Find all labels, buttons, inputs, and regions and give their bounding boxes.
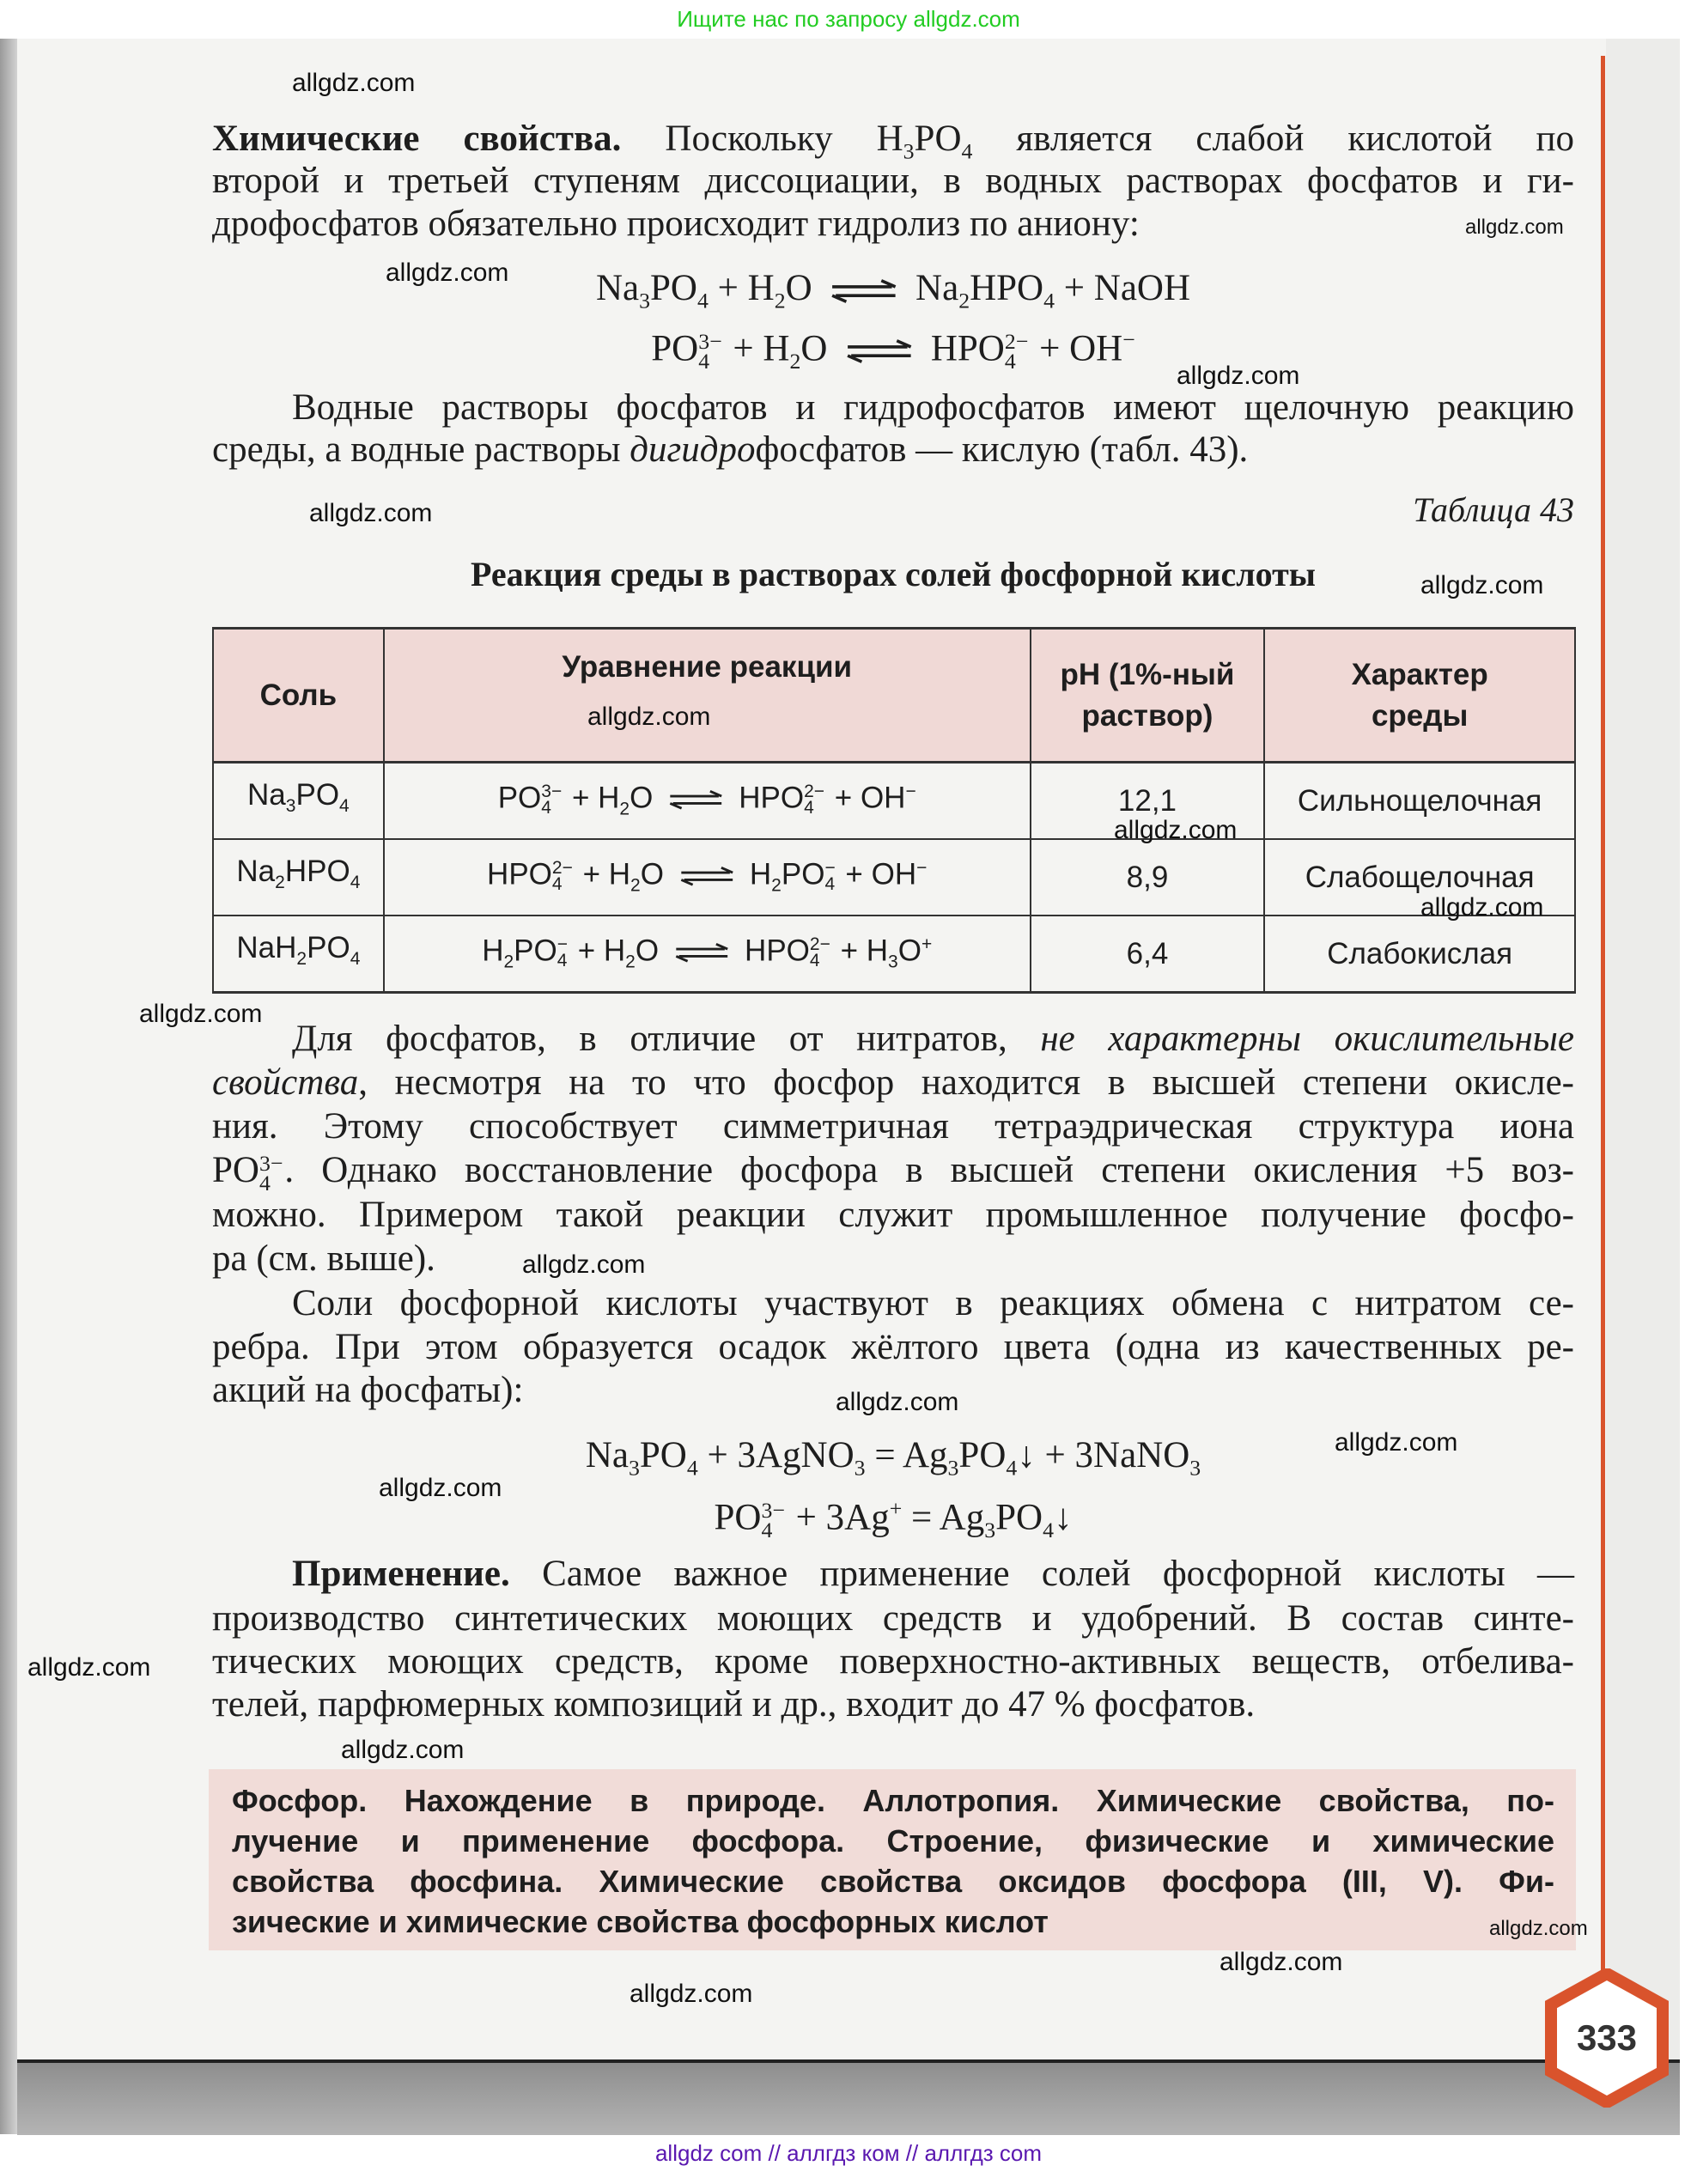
watermark: allgdz.com (1420, 893, 1544, 922)
table-header-row (213, 629, 1575, 763)
paragraph-line: акций на фосфаты): (212, 1370, 524, 1410)
table-row (213, 839, 1575, 916)
paragraph-line: PO 3− 4 . Однако восстановление фосфора в высшей степени окисления +5 воз- (212, 1150, 1574, 1196)
paragraph-line: ния. Этому способствует симметричная тетраэдрическая структура иона (212, 1106, 1574, 1147)
watermark: allgdz.com (1114, 816, 1238, 844)
header-character: Характер среды (1264, 629, 1575, 763)
watermark: allgdz.com (341, 1736, 465, 1764)
cell-equation: $H_2PO$ − 4 + $H_2O$ HPO 2− 4 + $H_3O^+$ (384, 916, 1031, 993)
paragraph-line: производство синтетических моющих средств и удобрений. В состав синте- (212, 1598, 1574, 1639)
paragraph-line: ра (см. выше). (212, 1238, 435, 1279)
cell-salt: $Na_3PO_4$ (213, 763, 384, 840)
watermark: allgdz.com (1489, 1917, 1588, 1940)
cell-ph: 6,4 (1031, 916, 1265, 993)
watermark: allgdz.com (139, 1000, 263, 1028)
paragraph-line: свойства, несмотря на то что фосфор находится в высшей степени окисле- (212, 1062, 1574, 1103)
table-title: Реакция среды в растворах солей фосфорной кислоты (471, 555, 1316, 593)
footer-watermark: allgdz com // аллгдз ком // аллгдз com (654, 2140, 1043, 2166)
page-number-badge (1542, 1968, 1671, 2108)
cell-character: Сильнощелочная (1264, 763, 1575, 840)
watermark: allgdz.com (292, 69, 416, 97)
watermark: allgdz.com (379, 1474, 502, 1502)
summary-line: свойства фосфина. Химические свойства оксидов фосфора (III, V). Фи- (232, 1864, 1554, 1899)
watermark: allgdz.com (1465, 216, 1564, 239)
paragraph-line: Водные растворы фосфатов и гидрофосфатов имеют щелочную реакцию (292, 387, 1574, 428)
equilibrium-arrow-icon (678, 866, 736, 887)
watermark: allgdz.com (1220, 1948, 1343, 1976)
header-ph: pH (1%-ный раствор) (1031, 629, 1265, 763)
paragraph-line: Соли фосфорной кислоты участвуют в реакциях обмена с нитратом се- (292, 1283, 1574, 1323)
summary-line: лучение и применение фосфора. Строение, физические и химические (232, 1823, 1554, 1859)
cell-character: Слабокислая (1264, 916, 1575, 993)
watermark: allgdz.com (836, 1388, 959, 1416)
cell-character: Слабощелочная (1264, 839, 1575, 916)
salts-table (212, 627, 1576, 994)
equilibrium-arrow-icon (673, 942, 731, 964)
watermark: allgdz.com (386, 259, 509, 287)
equilibrium-arrow-icon (667, 789, 725, 811)
paragraph-line: тических моющих средств, кроме поверхностно-активных веществ, отбелива- (212, 1641, 1574, 1682)
equation: PO 3− 4 + $H_2O$ HPO 2− 4 + OH− (651, 327, 1135, 374)
cell-salt: $Na_2HPO_4$ (213, 839, 384, 916)
watermark: allgdz.com (27, 1653, 151, 1682)
equation: $Na_3PO_4$ + 3AgNO$_3$ = $Ag_3PO_4↓$ + 3NaNO$_3$ (585, 1435, 1201, 1481)
cell-ph: 8,9 (1031, 839, 1265, 916)
paragraph-line: Для фосфатов, в отличие от нитратов, не характерны окислительные (292, 1019, 1574, 1059)
equilibrium-arrow-icon (844, 338, 915, 364)
watermark: allgdz.com (522, 1250, 646, 1279)
page-edge (0, 39, 19, 2134)
page-margin (1606, 39, 1680, 2061)
margin-rule (1601, 56, 1605, 1980)
top-banner: Ищите нас по запросу allgdz.com (677, 6, 1020, 32)
paragraph-line: можно. Примером такой реакции служит промышленное получение фосфо- (212, 1195, 1574, 1235)
paragraph-line: среды, а водные растворы дигидрофосфатов — кислую (табл. 43). (212, 429, 1249, 470)
paragraph-line: Применение. Самое важное применение солей фосфорной кислоты — (292, 1554, 1574, 1594)
watermark: allgdz.com (587, 703, 711, 731)
watermark: allgdz.com (630, 1980, 753, 2008)
table-row (213, 763, 1575, 840)
summary-line: зические и химические свойства фосфорных кислот (232, 1904, 1049, 1939)
header-equation: Уравнение реакции (384, 629, 1031, 763)
paragraph-line: дрофосфатов обязательно происходит гидролиз по аниону: (212, 204, 1140, 244)
watermark: allgdz.com (1420, 571, 1544, 599)
header-salt: Соль (213, 629, 384, 763)
paragraph-line: Химические свойства. Поскольку $H_3PO_4$ является слабой кислотой по (212, 119, 1574, 164)
summary-line: Фосфор. Нахождение в природе. Аллотропия. Химические свойства, по- (232, 1783, 1554, 1818)
paragraph-line: второй и третьей ступеням диссоциации, в водных растворах фосфатов и ги- (212, 161, 1574, 201)
cell-ph: 12,1 (1031, 763, 1265, 840)
watermark: allgdz.com (1335, 1428, 1458, 1457)
watermark: allgdz.com (1177, 362, 1300, 390)
page-bottom-band (17, 2059, 1680, 2135)
page-number: 333 (1576, 2017, 1638, 2058)
table-row (213, 916, 1575, 993)
table-caption: Таблица 43 (1413, 490, 1574, 529)
equation: $Na_3PO_4 + H_2O$ $Na_2HPO_4$ + NaOH (595, 268, 1191, 313)
equation: PO 3− 4 + $3Ag^+ = Ag_3PO_4↓$ (714, 1496, 1073, 1543)
watermark: allgdz.com (309, 499, 433, 527)
cell-equation: HPO 2− 4 + $H_2O$ $H_2PO$ − 4 + OH− (384, 839, 1031, 916)
paragraph-line: телей, парфюмерных композиций и др., входит до 47 % фосфатов. (212, 1684, 1256, 1725)
paragraph-line: ребра. При этом образуется осадок жёлтого цвета (одна из качественных ре- (212, 1327, 1574, 1367)
cell-salt: $NaH_2PO_4$ (213, 916, 384, 993)
equilibrium-arrow-icon (829, 278, 899, 304)
cell-equation: PO 3− 4 + $H_2O$ HPO 2− 4 + OH− (384, 763, 1031, 840)
